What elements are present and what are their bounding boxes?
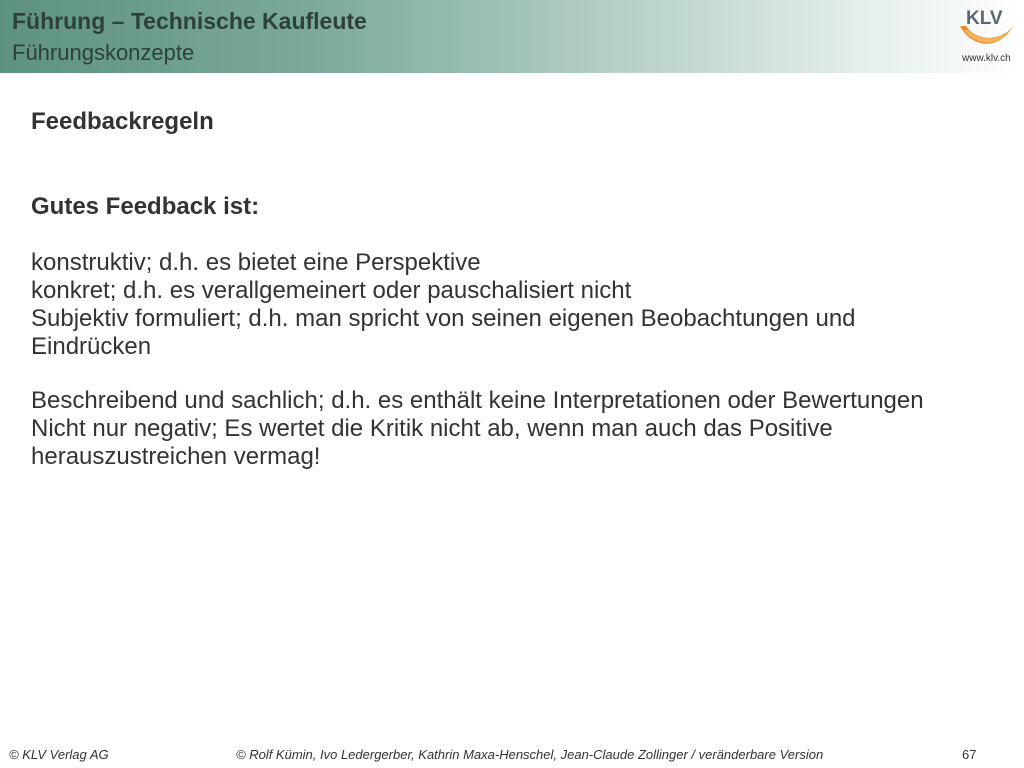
rule-line: Nicht nur negativ; Es wertet die Kritik nicht ab, wenn man auch das Positive bbox=[31, 415, 833, 442]
rule-line: Beschreibend und sachlich; d.h. es enthält keine Interpretationen oder Bewertungen bbox=[31, 387, 924, 414]
rule-line: konstruktiv; d.h. es bietet eine Perspektive bbox=[31, 249, 481, 276]
page-number: 67 bbox=[962, 747, 977, 762]
rule-line: konkret; d.h. es verallgemeinert oder pauschalisiert nicht bbox=[31, 277, 632, 304]
intro-text: Gutes Feedback ist: bbox=[31, 193, 260, 220]
logo-text: KLV bbox=[966, 8, 1003, 29]
footer-copyright: © KLV Verlag AG bbox=[9, 747, 109, 762]
header-subtitle: Führungskonzepte bbox=[12, 40, 195, 65]
footer-authors: © Rolf Kümin, Ivo Ledergerber, Kathrin Maxa-Henschel, Jean-Claude Zollinger / veränderbare Version bbox=[236, 747, 824, 762]
slide-heading: Feedbackregeln bbox=[31, 108, 214, 135]
feedback-rules-block-2 bbox=[31, 387, 1001, 471]
logo-url: www.klv.ch bbox=[962, 53, 1011, 64]
feedback-rules-block-1 bbox=[31, 249, 1001, 361]
header-title: Führung – Technische Kaufleute bbox=[12, 8, 367, 34]
rule-line: Subjektiv formuliert; d.h. man spricht von seinen eigenen Beobachtungen und bbox=[31, 305, 856, 332]
rule-line: Eindrücken bbox=[31, 333, 152, 360]
rule-line: herauszustreichen vermag! bbox=[31, 443, 321, 470]
